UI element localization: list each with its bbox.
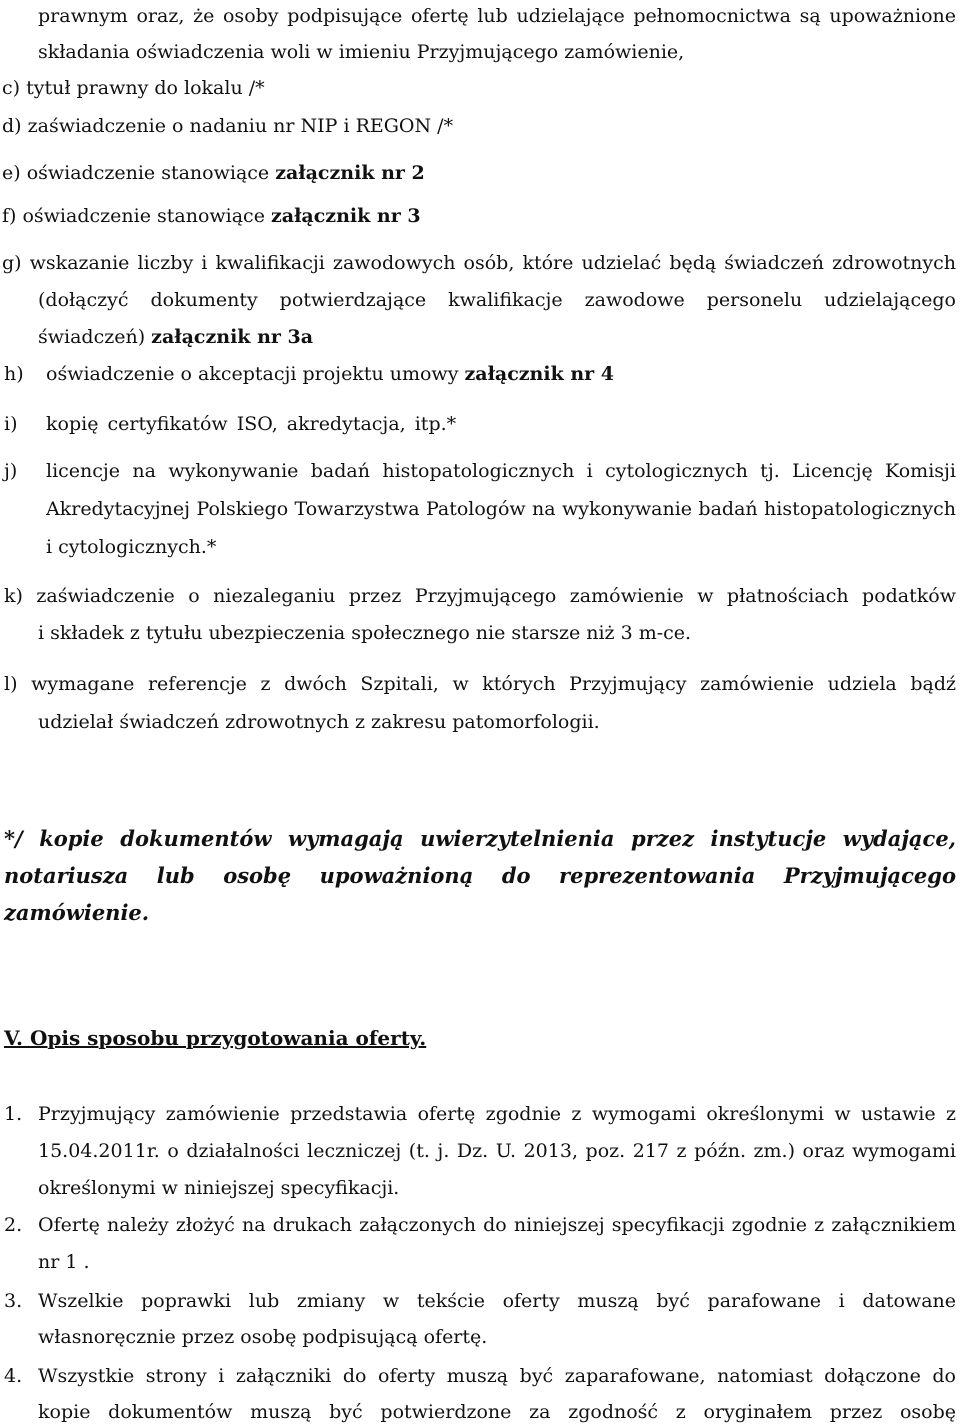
item-j-line-1: licencje na wykonywanie badań histopatologicznych i cytologicznych tj. Licencję Komisji <box>46 460 956 482</box>
item-k-line-1: k) zaświadczenie o niezaleganiu przez Przyjmującego zamówienie w płatnościach podatków <box>4 585 956 607</box>
item-h-attachment: załącznik nr 4 <box>464 363 615 385</box>
number-1: 1. <box>4 1103 23 1125</box>
note-line-1: */ kopie dokumentów wymagają uwierzytelnienia przez instytucje wydające, <box>4 826 956 851</box>
number-4: 4. <box>4 1365 23 1387</box>
paragraph-3-line-2: własnoręcznie przez osobę podpisującą ofertę. <box>38 1326 488 1348</box>
note-line-2: notariusza lub osobę upoważnioną do reprezentowania Przyjmującego <box>4 863 956 888</box>
item-e-text: e) oświadczenie stanowiące <box>2 162 276 184</box>
item-c: c) tytuł prawny do lokalu /* <box>2 77 265 99</box>
continuation-line-2: składania oświadczenia woli w imieniu Przyjmującego zamówienie, <box>38 41 685 63</box>
paragraph-1-line-2: 15.04.2011r. o działalności leczniczej (t. j. Dz. U. 2013, poz. 217 z późn. zm.) oraz wymogami <box>38 1140 956 1162</box>
item-g-line-2: (dołączyć dokumenty potwierdzające kwalifikacje zawodowe personelu udzielającego <box>38 289 956 311</box>
paragraph-1-line-1: Przyjmujący zamówienie przedstawia ofertę zgodnie z wymogami określonymi w ustawie z <box>38 1103 956 1125</box>
item-g-line-3 <box>38 325 313 349</box>
item-f-attachment: załącznik nr 3 <box>270 205 421 227</box>
paragraph-4-line-1: Wszystkie strony i załączniki do oferty muszą być zaparafowane, natomiast dołączone do <box>38 1365 956 1387</box>
item-g-text: świadczeń) <box>38 326 152 348</box>
item-g-line-1: g) wskazanie liczby i kwalifikacji zawodowych osób, które udzielać będą świadczeń zdrowotnych <box>2 252 956 274</box>
item-e-attachment: załącznik nr 2 <box>275 162 425 184</box>
item-j-line-3: i cytologicznych.* <box>46 536 217 558</box>
number-2: 2. <box>4 1214 23 1236</box>
item-i-label: i) <box>4 413 18 435</box>
paragraph-3-line-1: Wszelkie poprawki lub zmiany w tekście oferty muszą być parafowane i datowane <box>38 1290 956 1312</box>
item-h-text: oświadczenie o akceptacji projektu umowy <box>46 363 465 385</box>
note-line-3: zamówienie. <box>4 900 150 925</box>
item-h-label: h) <box>4 363 24 385</box>
continuation-line-1: prawnym oraz, że osoby podpisujące ofertę lub udzielające pełnomocnictwa są upoważnione <box>38 5 956 27</box>
paragraph-2-line-2: nr 1 . <box>38 1251 90 1273</box>
item-l-line-1: l) wymagane referencje z dwóch Szpitali, w których Przyjmujący zamówienie udziela bądź <box>4 673 956 695</box>
section-heading: V. Opis sposobu przygotowania oferty. <box>4 1026 427 1050</box>
item-g-attachment: załącznik nr 3a <box>151 326 314 348</box>
number-3: 3. <box>4 1290 23 1312</box>
item-i-text: kopię certyfikatów ISO, akredytacja, itp.* <box>46 413 457 435</box>
item-l-line-2: udzielał świadczeń zdrowotnych z zakresu patomorfologii. <box>38 711 600 733</box>
paragraph-4-line-2: kopie dokumentów muszą być potwierdzone za zgodność z oryginałem przez osobę <box>38 1401 956 1423</box>
item-j-line-2: Akredytacyjnej Polskiego Towarzystwa Patologów na wykonywanie badań histopatologicznych <box>46 498 956 520</box>
item-f <box>2 204 421 228</box>
item-e <box>2 161 425 185</box>
item-j-label: j) <box>4 460 18 482</box>
item-k-line-2: i składek z tytułu ubezpieczenia społecznego nie starsze niż 3 m-ce. <box>38 622 692 644</box>
paragraph-1-line-3: określonymi w niniejszej specyfikacji. <box>38 1177 400 1199</box>
item-d: d) zaświadczenie o nadaniu nr NIP i REGON /* <box>2 115 454 137</box>
item-f-text: f) oświadczenie stanowiące <box>2 205 271 227</box>
item-h <box>46 362 614 386</box>
paragraph-2-line-1: Ofertę należy złożyć na drukach załączonych do niniejszej specyfikacji zgodnie z załącznikiem <box>38 1214 956 1236</box>
